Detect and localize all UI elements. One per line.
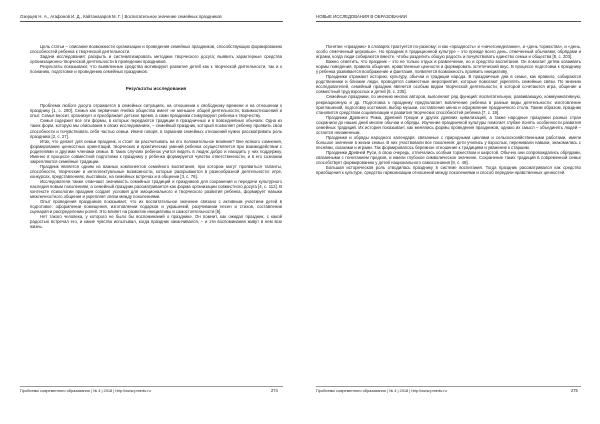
header-divider — [316, 21, 581, 22]
section-header: НОВЫЕ ИССЛЕДОВАНИЯ В ОБРАЗОВАНИИ — [316, 14, 407, 19]
body-paragraph: Семейные праздники, по мнению многих авторов, выполняют ряд функций: воспитательную, развивающую, коммуникативную, рекреационную и др. Подготовка к празднику предполагает вовлечение ребенка в разные виды деятельности: изготовление приглашений, подготовку костюмов, выбор музыки, составление меню и оформление праздничного стола. Таким образом, праздник становится средством социализации и развития творческих способностей ребенка [7, с. 19]. — [316, 94, 581, 115]
right-body — [316, 44, 581, 175]
body-paragraph: Проблема любого досуга отражается в семейных ситуациях, на отношении к свободному времени и на отношении к празднику [1, с. 290]. Семья как первичная ячейка общества имеет не меньшее общей деятельности, взаимоотношений и опыт. Семья вносит, организует и преображает детское время, а сами праздники стимулируют ребенка к творчеству. — [30, 103, 282, 119]
intro-paragraph: Задачи исследования: раскрыть и систематизировать методики творческого досуга; выявить характерные средства организационно-творческой деятельности в проведении праздников. — [30, 54, 282, 65]
page-number: 274 — [271, 388, 278, 393]
body-paragraph: Семья содержит все эти формы, в которых передаются традиции в праздничных и в повседневных обычаях. Одна из таких форм, которую мы описываем в своих исследованиях, – семейный праздник, который позволяет ребенку проявить свои способности и почувствовать себя частью семьи. Иначе говоря, в гармонии семейных отношений нужно рассматривать роль праздника [2, с. 27]. — [30, 118, 282, 139]
body-paragraph: Большая историческая роль отводилась празднику в системе воспитания. Тогда праздник рассматривался как средство приобщения к культуре, средство гармонизации отношений между поколениями и способ передачи нравственных ценностей. — [316, 165, 581, 176]
body-paragraph: Итак, что делает для семьи праздник, и стоит ли рассчитывать на его положительное влияние? Вне всякого сомнения, формирование ценностных ориентаций, творческих и практических умений ребенка осуществляется при взаимодействии с родителями и другими членами семьи. В таких случаях ребенок учится видеть в людях добро и находить у них поддержку. Именно в процессе совместной подготовки к празднику у ребенка формируется чувство ответственности, и в его сознании закрепляются семейные традиции. — [30, 138, 282, 164]
body-paragraph: Понятие «праздник» в словарях трактуется по-разному: и как «праздность» и «ничегонеделание», и «день торжества», и «день, особо отмеченный церковью». Но праздник в традиционной культуре – это прежде всего день, отмеченный обычаями, обрядами и играми, когда люди собираются вместе, чтобы разделить общую радость и почувствовать единство семьи и общества [5, с. 203]. — [316, 44, 581, 60]
footer-divider — [20, 386, 283, 387]
footer-divider — [316, 386, 581, 387]
journal-footer: Проблемы современного образования | № 4 | 2018 | http://www.pmedu.ru — [316, 388, 447, 393]
body-paragraph: Опыт проведения праздников показывает, что их воспитательное значение связано с активным участием детей в подготовке: оформлении помещения, изготовлении подарков и украшений, разучивании песен и стихов, составлении сценария и распределении ролей. Это влияет на развитие инициативы и самостоятельности [5]. — [30, 199, 282, 215]
journal-footer: Проблемы современного образования | № 4 | 2018 | http://www.pmedu.ru — [20, 388, 151, 393]
body-paragraph: Праздники отражают историю, культуру, обычаи и традиции народа. В праздничные дни в семье, как правило, собираются родственники и близкие люди, проводятся совместные мероприятия, которые помогают укреплять семейные связи. По мнению исследователей, семейный праздник является особым видом творческой деятельности, в которой сочетаются игра, общение и совместный труд взрослых и детей [6, с. 235]. — [316, 74, 581, 95]
body-paragraph: Важно отметить, что праздник – это не только отдых и развлечение, но и средство воспитания. Он помогает детям осваивать нормы поведения, правила общения, нравственные ценности и формировать эстетический вкус. В процессе подготовки к празднику у ребенка развивается воображение и фантазия, появляется возможность проявить инициативу. — [316, 59, 581, 75]
body-paragraph: Нет такого человека, у которого не было бы воспоминаний о празднике. Он помнит, как ожидал праздник, с какой радостью встречал его, и какие чувства испытывал, когда праздник заканчивался, – и эти воспоминания живут в нем всю жизнь. — [30, 214, 282, 230]
intro-paragraph: Результаты показывают, что выявленные средства мотивируют развитие детей как к творческой деятельности, так и к познанию, подготовке и проведению семейных праздников. — [30, 64, 282, 75]
left-body — [30, 44, 282, 229]
body-paragraph: Исследователи также отмечают значимость семейных традиций и праздников для сохранения и передачи культурного наследия новым поколениям, а семейный праздник рассматривается как форма организации совместного досуга [4, с. 112]. В контексте психологии праздник создает условия для эмоционального и творческого развития ребенка, формирует навыки межличностного общения и укрепляет связи между поколениями. — [30, 178, 282, 200]
body-paragraph: Праздник является одним из важных компонентов семейного воспитания, при котором могут проявиться таланты, способности, творческие и интеллектуальные возможности, которые раскрываются в разнообразной деятельности: игре, конкурсах, представлениях, выставках, на семейных встречах и в общении [3, с. 78]. — [30, 163, 282, 179]
body-paragraph: Праздники и обряды народного календаря, связанные с природными циклами и сельскохозяйственными работами, имели большое значение в жизни семьи. В них участвовали все поколения: дети учились у взрослых, перенимали навыки, знакомились с песнями, сказками и играми. Так формировалось бережное отношение к традициям и уважение к старшим. — [316, 134, 581, 150]
right-page — [300, 0, 600, 424]
body-paragraph: Праздники Древней Руси, в свою очередь, отличались особым торжеством и широтой. Обычно они сопровождались обрядами, связанными с почитанием предков, и имели глубокое символическое значение. Сохранение таких традиций в современной семье способствует формированию у детей национального самосознания [8, с. 48]. — [316, 149, 581, 166]
intro-paragraph: Цель статьи – описание возможности организации и проведения семейных праздников, способствующих формированию способностей ребенка к творческой деятельности. — [30, 44, 282, 55]
running-header: Озерцев Н. А., Агафонов И. Д., Кайтаназаров М. Г. | Воспитательное значение семейных праздников — [20, 14, 222, 19]
header-divider — [20, 21, 283, 22]
section-title: Результаты исследования — [125, 86, 187, 92]
body-paragraph: Праздники Древнего Рима, Древней Греции и других древних цивилизаций, а также народные праздники разных стран сохранили до наших дней многие обычаи и обряды. Изучение праздничной культуры помогает глубже понять особенности развития семейных традиций. Их история показывает, как менялись формы проведения праздников, однако их смысл – объединять людей – остается неизменным. — [316, 114, 581, 135]
page-number: 275 — [571, 388, 578, 393]
